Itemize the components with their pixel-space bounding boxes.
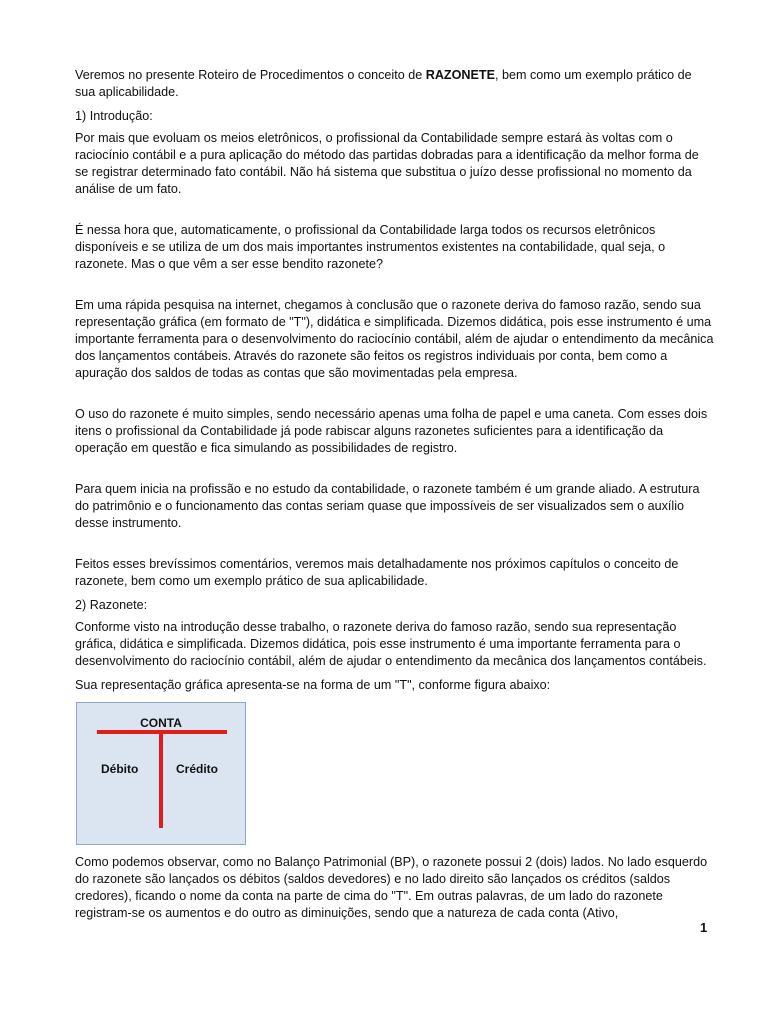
document-body [75, 67, 715, 929]
figure-debit-label: Débito [101, 762, 139, 776]
figure-account-label: CONTA [140, 716, 182, 730]
paragraph-3: Em uma rápida pesquisa na internet, chegamos à conclusão que o razonete deriva do famoso razão, sendo sua representação gráfica (em formato de "T"), didática e simplificada. Dizemos didática, pois esse instrumento é uma importante ferramenta para o desenvolvimento do raciocínio contábil, além de ajudar o entendimento da mecânica dos lançamentos contábeis. Através do razonete são feitos os registros individuais por conta, bem como a apuração dos saldos de todas as contas que são movimentadas pela empresa. [75, 298, 714, 380]
paragraph-4: O uso do razonete é muito simples, sendo necessário apenas uma folha de papel e uma caneta. Com esses dois itens o profissional da Contabilidade já pode rabiscar alguns razonetes suficientes para a identificação da operação em questão e fica simulando as possibilidades de registro. [75, 407, 708, 455]
section-2-paragraph-3: Como podemos observar, como no Balanço Patrimonial (BP), o razonete possui 2 (dois) lados. No lado esquerdo do razonete são lançados os débitos (saldos devedores) e no lado direito são lançados os créditos (saldos credores), ficando o nome da conta na parte de cima do "T". Em outras palavras, de um lado do razonete registram-se os aumentos e do outro as diminuições, sendo que a natureza de cada conta (Ativo, [75, 855, 708, 920]
page-number: 1 [700, 920, 708, 935]
t-account-figure [76, 702, 246, 845]
paragraph-6: Feitos esses brevíssimos comentários, veremos mais detalhadamente nos próximos capítulos o conceito de razonete, bem como um exemplo prático de sua aplicabilidade. [75, 557, 679, 588]
paragraph-1: Por mais que evoluam os meios eletrônicos, o profissional da Contabilidade sempre estará às voltas com o raciocínio contábil e a pura aplicação do método das partidas dobradas para a identificação da melhor forma de se registrar determinado fato contábil. Não há sistema que substitua o juízo desse profissional no momento da análise de um fato. [75, 131, 699, 196]
t-vertical-bar [159, 730, 163, 828]
section-2-heading: 2) Razonete: [75, 598, 148, 612]
intro-paragraph [75, 67, 715, 101]
section-2-paragraph-1: Conforme visto na introdução desse trabalho, o razonete deriva do famoso razão, sendo sua representação gráfica, didática e simplificada. Dizemos didática, pois esse instrumento é uma importante ferramenta para o desenvolvimento do raciocínio contábil, além de ajudar o entendimento da mecânica dos lançamentos contábeis. [75, 620, 707, 668]
intro-text-end: , bem como um exemplo prático de sua aplicabilidade. [75, 68, 692, 99]
figure-credit-label: Crédito [176, 762, 218, 776]
section-1-heading: 1) Introdução: [75, 109, 153, 123]
intro-keyword: RAZONETE [425, 68, 495, 82]
paragraph-5: Para quem inicia na profissão e no estudo da contabilidade, o razonete também é um grande aliado. A estrutura do patrimônio e o funcionamento das contas seriam quase que impossíveis de ser visualizados sem o auxílio desse instrumento. [75, 482, 700, 530]
intro-text: Veremos no presente Roteiro de Procedimentos o conceito de [75, 68, 426, 82]
paragraph-2: É nessa hora que, automaticamente, o profissional da Contabilidade larga todos os recursos eletrônicos disponíveis e se utiliza de um dos mais importantes instrumentos existentes na contabilidade, qual seja, o razonete. Mas o que vêm a ser esse bendito razonete? [75, 223, 666, 271]
section-2-paragraph-2: Sua representação gráfica apresenta-se na forma de um "T", conforme figura abaixo: [75, 678, 551, 692]
